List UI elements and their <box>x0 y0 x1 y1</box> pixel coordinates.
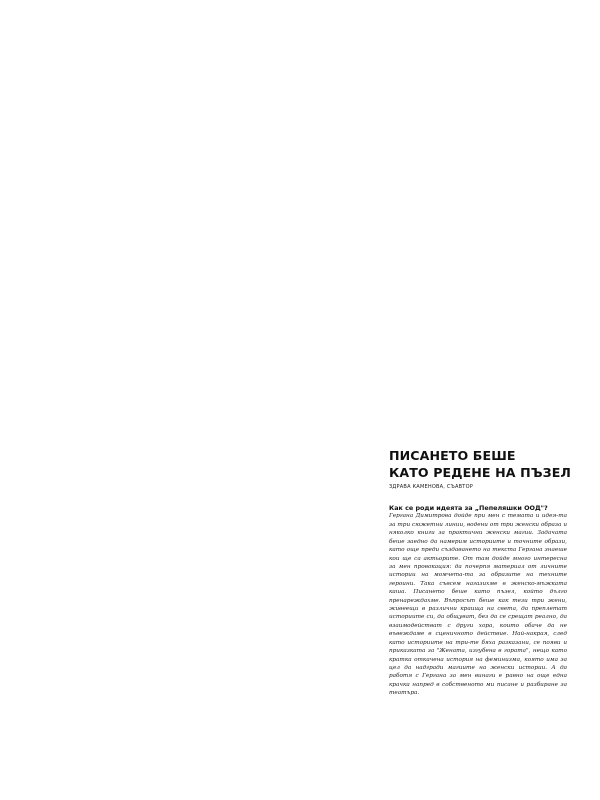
article-headline <box>389 447 571 481</box>
headline-line-1: ПИСАНЕТО БЕШЕ <box>389 448 516 463</box>
article-byline: ЗДРАВА КАМЕНОВА, СЪАВТОР <box>389 484 473 490</box>
interview-answer: Гергана Димитрова дойде при мен с темата и идея-та за три сюжетни линии, водени от три женски образа и няколко книги за практични женски магии. Задачата беше заедно да намерим историите и точните образи, като още преди създаването на текста Гергана знаеше кои ще са актьорите. От там дойде много интересна за мен провокация: да почерпя материал от личните истории на момчета-та за образите на техните героини. Така съвсем нагазихме в женско-мъжката каша. Писането беше като пъзел, който дълго пренареждахме. Въпросът беше как тези три жени, живеещи в различни краища на света, да преплетат историите си, да общуват, без да се срещат реално, да взаимодействат с други хора, които обаче да не въвеждаме в сценичното действие. Най-накрая, след като историите на три-те бяха разказани, се появи и приказката за "Жената, изгубена в гората", нещо като кратка откачена история на феминизма, която има за цел да надгради магиите на женски истории. А да работя с Гергана за мен винаги е равно на още една крачка напред в собственото ми писане и разбиране за театъра. <box>389 513 567 697</box>
article-block <box>389 447 571 698</box>
interview-question: Как се роди идеята за „Пепеляшки ООД"? <box>389 504 548 512</box>
headline-line-2: КАТО РЕДЕНЕ НА ПЪЗЕЛ <box>389 465 571 480</box>
